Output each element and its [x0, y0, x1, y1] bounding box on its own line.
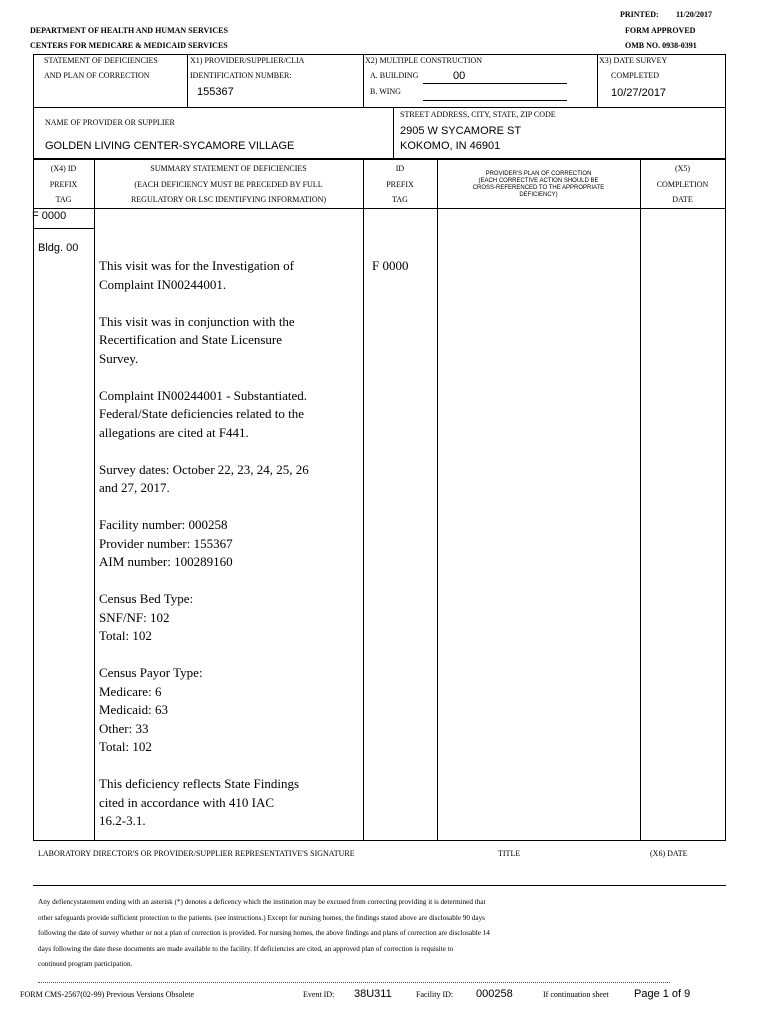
x5-header-3: DATE	[672, 195, 693, 204]
summary-line: Census Payor Type:	[99, 665, 203, 680]
summary-line: SNF/NF: 102	[99, 609, 170, 625]
summary-line: cited in accordance with 410 IAC	[99, 794, 275, 810]
summary-line: Census Bed Type:	[99, 591, 194, 606]
summary-line: and 27, 2017.	[99, 480, 170, 495]
summary-paragraph	[99, 590, 361, 646]
plan-header-1: PROVIDER'S PLAN OF CORRECTION	[485, 171, 592, 177]
page-number: Page 1 of 9	[634, 988, 691, 1000]
summary-line: Complaint IN00244001.	[99, 276, 227, 292]
summary-line: allegations are cited at F441.	[99, 424, 249, 440]
provider-id: 155367	[197, 86, 234, 98]
x3-sublabel: COMPLETED	[611, 71, 659, 80]
event-id-label: Event ID:	[303, 990, 335, 999]
x1-label: X1) PROVIDER/SUPPLIER/CLIA	[190, 56, 305, 65]
omb-number: OMB NO. 0938-0391	[625, 41, 697, 50]
wing-label: B. WING	[370, 87, 401, 96]
street-address: 2905 W SYCAMORE ST	[400, 125, 522, 137]
disclaimer-line: continued program participation.	[38, 960, 133, 968]
department-name: DEPARTMENT OF HEALTH AND HUMAN SERVICES	[30, 26, 228, 35]
summary-line: This visit was in conjunction with the	[99, 313, 295, 329]
building-tag: Bldg. 00	[38, 242, 79, 254]
disclaimer-line: days following the date these documents are made available to the facility. If deficiencies are cited, an approved plan of correction is requisite to	[38, 944, 454, 953]
disclaimer-line: other safeguards provide sufficient protection to the patients. (see instructions.) Except for nursing homes, the findings stated above are disclosable 90 days	[38, 913, 485, 922]
printed-date: 11/20/2017	[676, 10, 713, 19]
disclaimer-line: Any defiencystatement ending with an asterisk (*) denotes a deficency which the institution may be excused from correcting providing it is determined that	[38, 898, 486, 906]
summary-paragraph	[99, 664, 361, 757]
centers-name: CENTERS FOR MEDICARE & MEDICAID SERVICES	[30, 41, 228, 50]
summary-text	[99, 257, 361, 849]
event-id: 38U311	[354, 988, 392, 1000]
x5-header-2: COMPLETION	[656, 180, 709, 189]
summary-paragraph	[99, 387, 361, 443]
plan-header-4: DEFICIENCY)	[519, 192, 558, 198]
date-completed: 10/27/2017	[611, 87, 667, 99]
summary-paragraph	[99, 516, 361, 572]
summary-line: Complaint IN00244001 - Substantiated.	[99, 387, 307, 403]
summary-line: Provider number: 155367	[99, 535, 233, 551]
x4-header-2: PREFIX	[49, 180, 78, 189]
summary-line: Facility number: 000258	[99, 517, 228, 532]
summary-header-3: REGULATORY OR LSC IDENTIFYING INFORMATION)	[130, 195, 327, 204]
facility-id: 000258	[476, 988, 513, 1000]
address-label: STREET ADDRESS, CITY, STATE, ZIP CODE	[400, 110, 556, 119]
summary-line: Recertification and State Licensure	[99, 332, 283, 347]
plan-header	[437, 171, 640, 199]
plan-header-2: (EACH CORRECTIVE ACTION SHOULD BE	[478, 178, 599, 184]
summary-line: Survey.	[99, 350, 139, 366]
printed-label: PRINTED:	[620, 10, 659, 19]
disclaimer-line: following the date of survey whether or not a plan of correction is provided. For nursing homes, the above findings and plans of correction are disclosable 14	[38, 929, 490, 937]
disclaimer-text	[38, 895, 718, 973]
x2-label: X2) MULTIPLE CONSTRUCTION	[365, 56, 483, 65]
signature-label: LABORATORY DIRECTOR'S OR PROVIDER/SUPPLIER REPRESENTATIVE'S SIGNATURE	[38, 849, 355, 858]
id-header-1: ID	[395, 164, 405, 173]
summary-line: AIM number: 100289160	[99, 554, 233, 569]
summary-line: Other: 33	[99, 720, 149, 736]
summary-line: Survey dates: October 22, 23, 24, 25, 26	[99, 461, 309, 477]
summary-line: This visit was for the Investigation of	[99, 258, 294, 273]
prefix-tag: F 0000	[32, 210, 67, 222]
date-label: (X6) DATE	[650, 849, 688, 858]
building-label: A. BUILDING	[370, 71, 419, 80]
summary-header-1: SUMMARY STATEMENT OF DEFICIENCIES	[150, 164, 307, 173]
form-approved: FORM APPROVED	[625, 26, 696, 35]
id-header-3: TAG	[392, 195, 408, 204]
summary-paragraph	[99, 257, 361, 294]
summary-line: Medicare: 6	[99, 683, 162, 699]
plan-header-3: CROSS-REFERENCED TO THE APPROPRIATE	[472, 185, 605, 191]
form-number: FORM CMS-2567(02-99) Previous Versions Obsolete	[20, 990, 195, 999]
building-value: 00	[453, 70, 466, 82]
title-label: TITLE	[498, 849, 521, 858]
right-id-tag: F 0000	[372, 258, 409, 273]
summary-line: Federal/State deficiencies related to the	[99, 406, 305, 421]
provider-name-label: NAME OF PROVIDER OR SUPPLIER	[45, 118, 175, 127]
facility-id-label: Facility ID:	[416, 990, 454, 999]
summary-line: Medicaid: 63	[99, 702, 168, 717]
statement-label-1: STATEMENT OF DEFICIENCIES	[44, 56, 158, 65]
summary-paragraph	[99, 775, 361, 831]
x5-header-1: (X5)	[674, 164, 691, 173]
x1-sublabel: IDENTIFICATION NUMBER:	[190, 71, 292, 80]
city-state-zip: KOKOMO, IN 46901	[400, 140, 501, 152]
summary-line: Total: 102	[99, 739, 152, 754]
summary-line: This deficiency reflects State Findings	[99, 776, 300, 791]
x4-header-3: TAG	[55, 195, 72, 204]
summary-line: 16.2-3.1.	[99, 813, 146, 828]
provider-name: GOLDEN LIVING CENTER-SYCAMORE VILLAGE	[45, 140, 295, 152]
x4-header-1: (X4) ID	[50, 164, 77, 173]
summary-paragraph	[99, 461, 361, 498]
continuation-label: If continuation sheet	[543, 990, 609, 999]
summary-paragraph	[99, 313, 361, 369]
summary-header-2: (EACH DEFICIENCY MUST BE PRECEDED BY FULL	[134, 180, 323, 189]
statement-label-2: AND PLAN OF CORRECTION	[44, 71, 150, 80]
x3-label: X3) DATE SURVEY	[599, 56, 668, 65]
summary-line: Total: 102	[99, 628, 152, 643]
id-header-2: PREFIX	[386, 180, 414, 189]
